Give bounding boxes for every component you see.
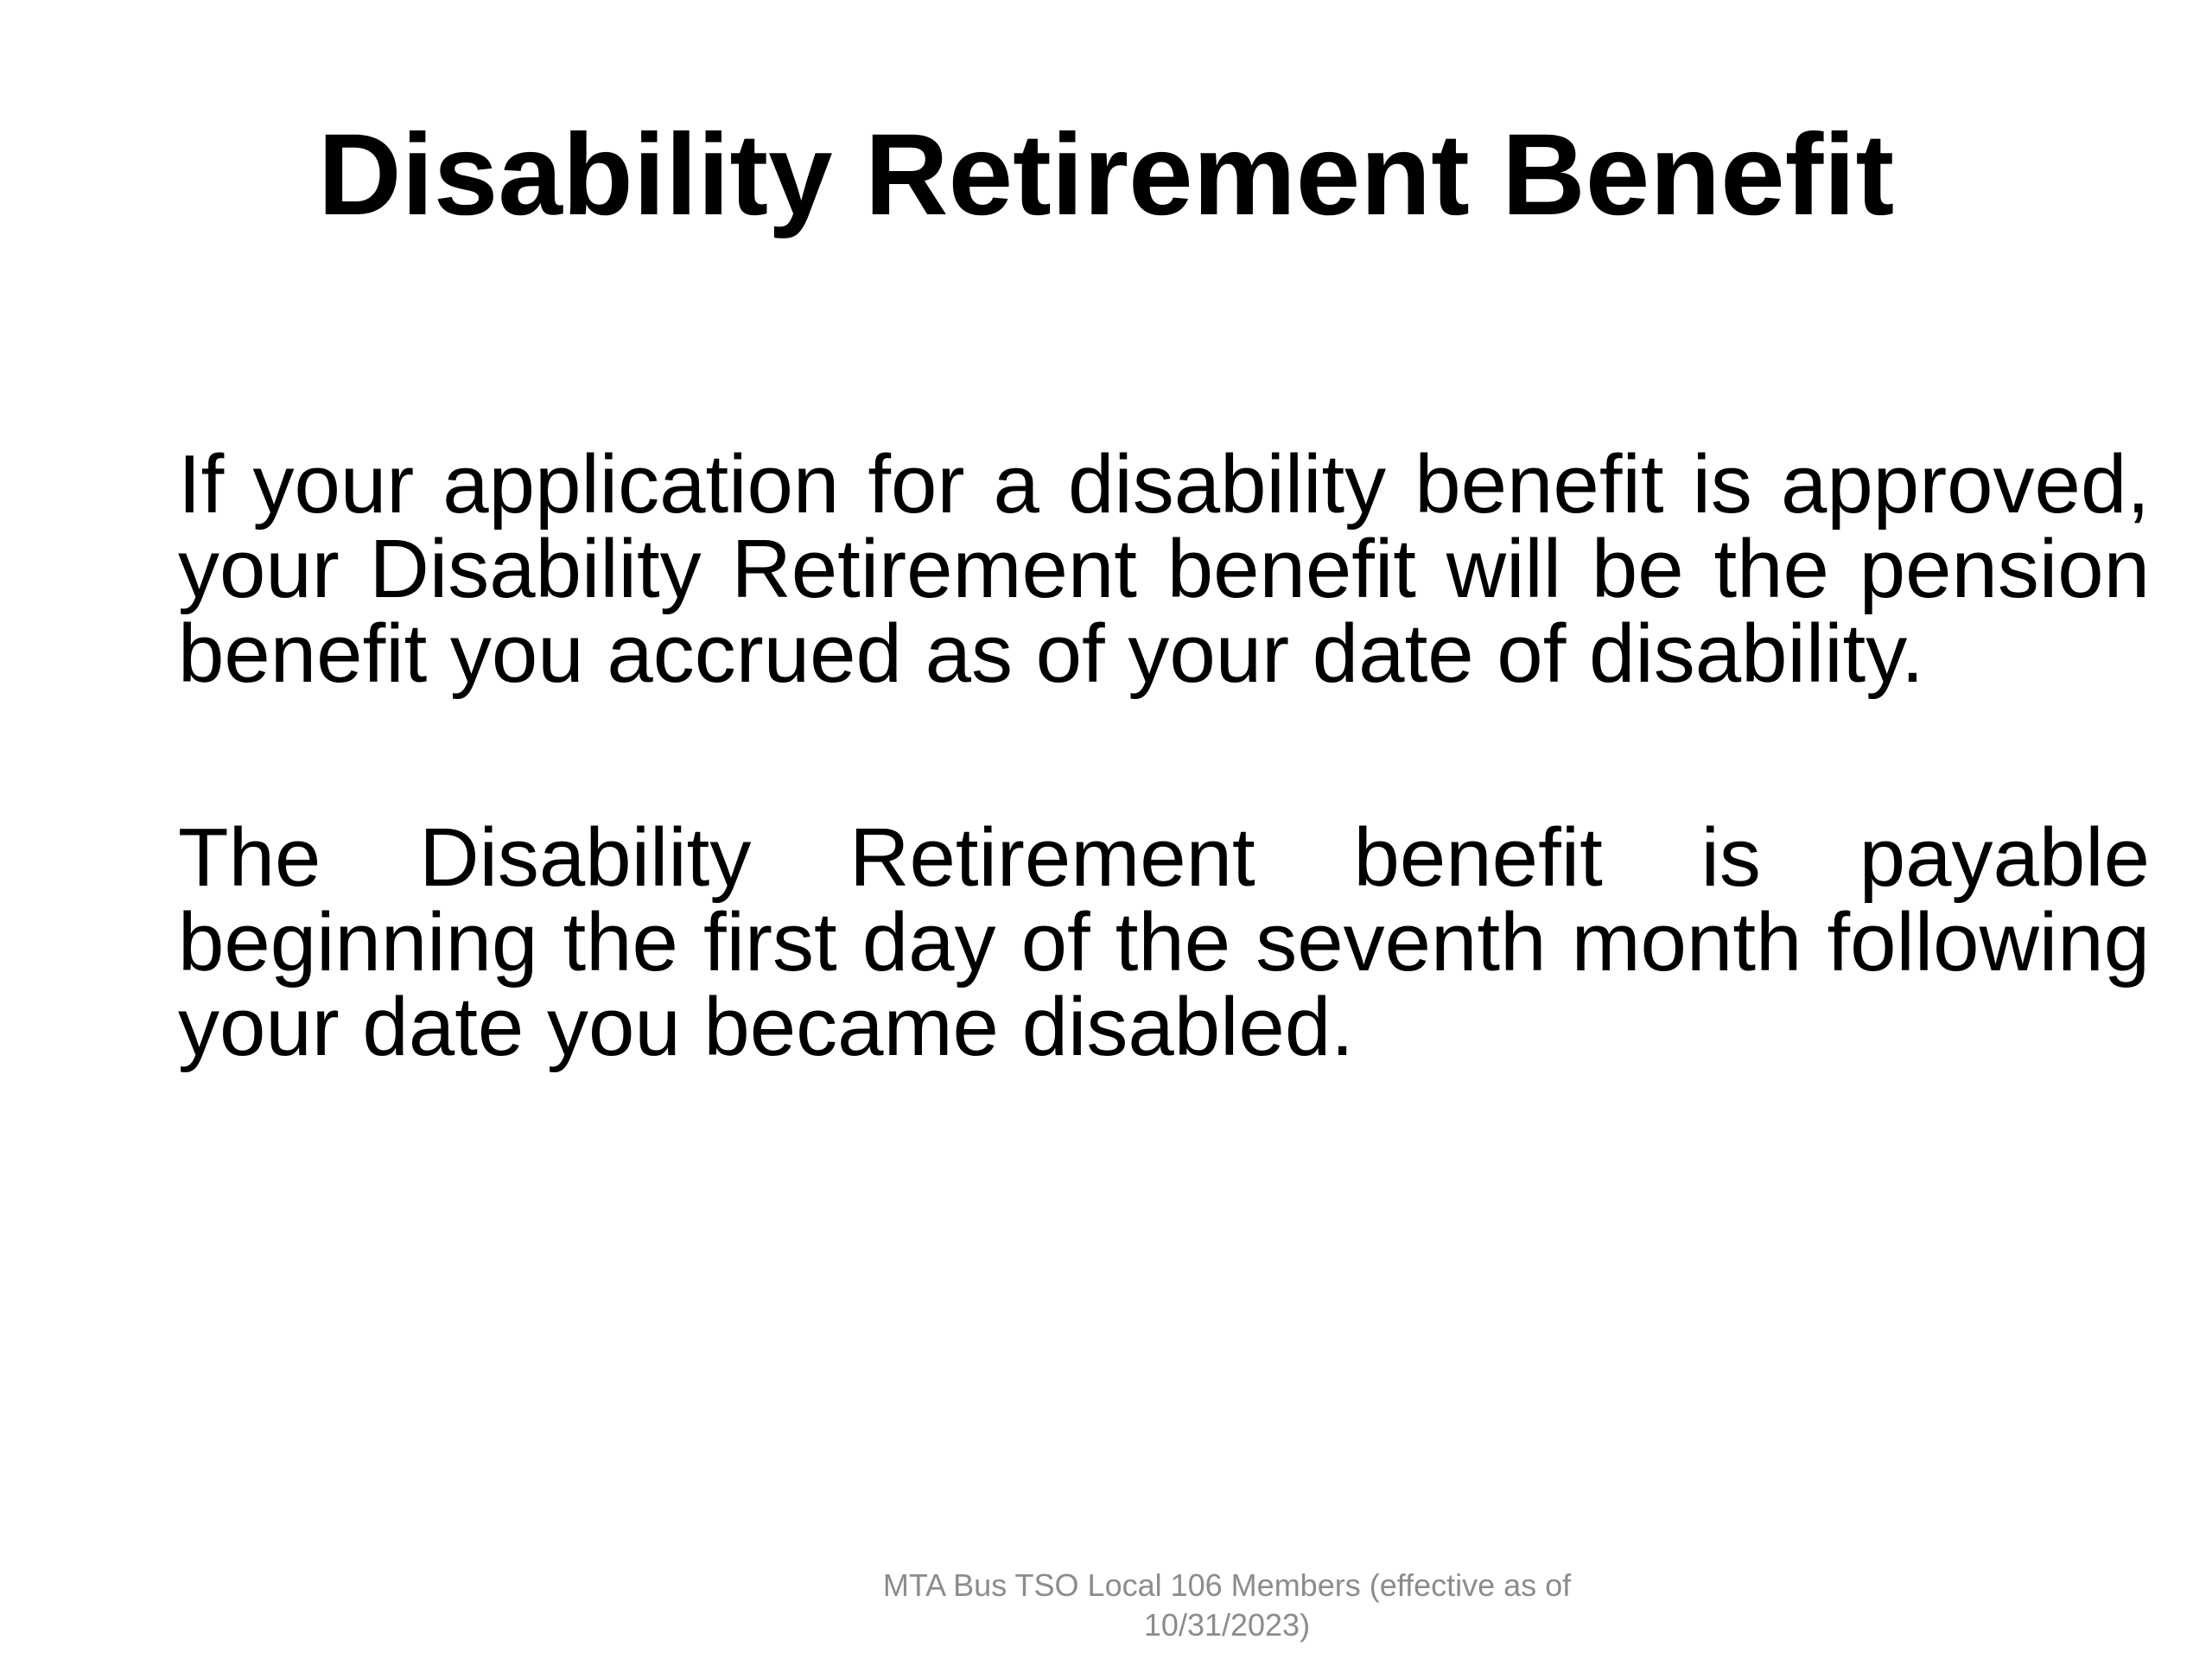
body-paragraph-payable: The Disability Retirement benefit is payable beginning the first day of the seventh month following your date you became disabled. (178, 811, 2150, 1073)
body-paragraph-approval: If your application for a disability benefit is approved, your Disability Retirement benefit will be the pension benefit you accrued as of your date of disability. (178, 438, 2150, 700)
slide-body (178, 438, 2150, 1073)
slide-title: Disability Retirement Benefit (317, 111, 1895, 239)
slide-footer: MTA Bus TSO Local 106 Members (effective as of 10/31/2023) (882, 1567, 1572, 1643)
